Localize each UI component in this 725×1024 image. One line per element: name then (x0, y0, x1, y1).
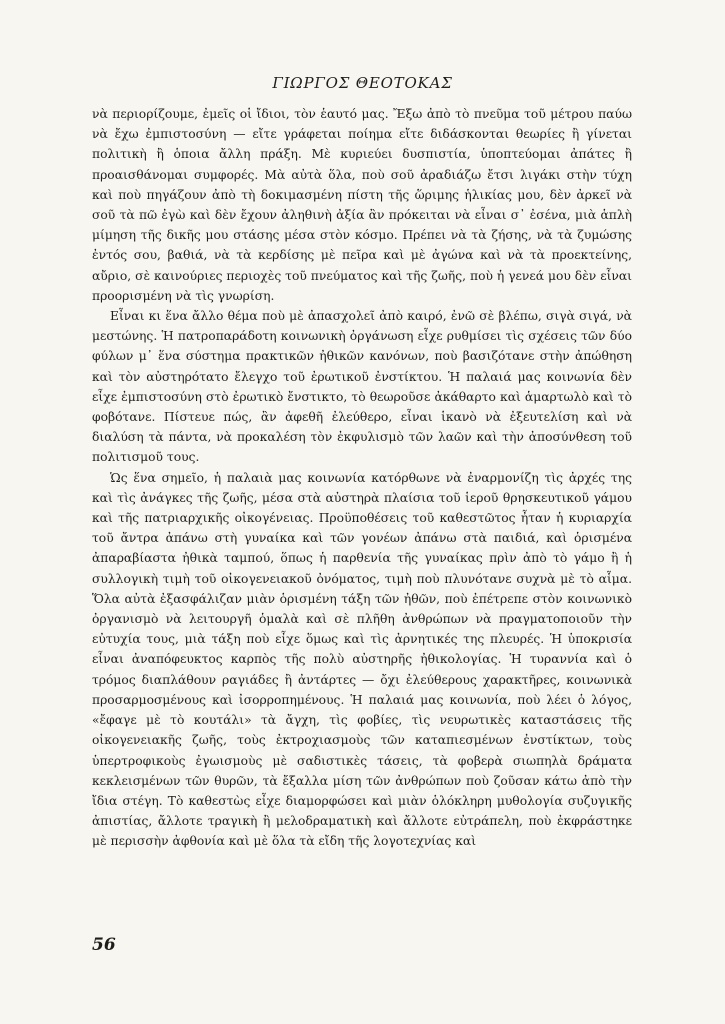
page-number: 56 (92, 935, 116, 955)
running-head: ΓΙΩΡΓΟΣ ΘΕΟΤΟΚΑΣ (272, 74, 453, 92)
paragraph-1: νὰ περιορίζουμε, ἐμεῖς οἱ ἴδιοι, τὸν ἑαυτό μας. Ἔξω ἀπὸ τὸ πνεῦμα τοῦ μέτρου παύω νὰ ἔχω ἐμπιστοσύνη — εἴτε γράφεται ποίημα εἴτε διδάσκονται θεωρίες ἢ γίνεται πολιτικὴ ἢ ὁποια ἄλλη πράξη. Μὲ κυριεύει δυσπιστία, ὑποπτεύομαι ἀπάτες ἢ προαισθάνομαι συμφορές. Μὰ αὐτὰ ὅλα, ποὺ σοῦ ἀραδιάζω ἔτσι λιγάκι στὴν τύχη καὶ ποὺ πηγάζουν ἀπὸ τὴ δοκιμασμένη πίστη τῆς ὥριμης ἡλικίας μου, δὲν ἀρκεῖ νὰ σοῦ τὰ πῶ ἐγὼ καὶ δὲν ἔχουν ἀληθινὴ ἀξία ἂν πρόκειται νὰ εἶναι σ᾽ ἐσένα, μιὰ ἁπλὴ μίμηση τῆς δικῆς μου στάσης μέσα στὸν κόσμο. Πρέπει νὰ τὰ ζήσης, νὰ τὰ ζυμώσης ἐντός σου, βαθιά, νὰ τὰ κερδίσης μὲ πεῖρα καὶ μὲ ἀγώνα καὶ νὰ τὰ προεκτείνης, αὔριο, σὲ καινούριες περιοχὲς τοῦ πνεύματος καὶ τῆς ζωῆς, ποὺ ἡ γενεά μου δὲν εἶναι προορισμένη νὰ τὶς γνωρίση. (92, 107, 632, 303)
paragraph-2: Εἶναι κι ἕνα ἄλλο θέμα ποὺ μὲ ἀπασχολεῖ ἀπὸ καιρό, ἐνῶ σὲ βλέπω, σιγὰ σιγά, νὰ μεστώνης. Ἡ πατροπαράδοτη κοινωνικὴ ὀργάνωση εἶχε ρυθμίσει τὶς σχέσεις τῶν δύο φύλων μ᾽ ἕνα σύστημα πρακτικῶν ἠθικῶν κανόνων, ποὺ βασιζότανε στὴν ἀπώθηση καὶ τὸν αὐστηρότατο ἔλεγχο τοῦ ἐρωτικοῦ ἐνστίκτου. Ἡ παλαιά μας κοινωνία δὲν εἶχε ἐμπιστοσύνη στὸ ἐρωτικὸ ἔνστικτο, τὸ θεωροῦσε ἀκάθαρτο καὶ ἁμαρτωλὸ καὶ τὸ φοβότανε. Πίστευε πώς, ἂν ἀφεθῆ ἐλεύθερο, εἶναι ἱκανὸ νὰ ἐξευτελίση καὶ νὰ διαλύση τὰ πάντα, νὰ προκαλέση τὸν ἐκφυλισμὸ τῶν λαῶν καὶ τὴν ἀποσύνθεση τοῦ πολιτισμοῦ τους. (92, 309, 632, 465)
paragraph-3: Ὡς ἕνα σημεῖο, ἡ παλαιὰ μας κοινωνία κατόρθωνε νὰ ἐναρμονίζη τὶς ἀρχές της καὶ τὶς ἀνάγκες τῆς ζωῆς, μέσα στὰ αὐστηρὰ πλαίσια τοῦ ἱεροῦ θρησκευτικοῦ γάμου καὶ τῆς πατριαρχικῆς οἰκογένειας. Προϋποθέσεις τοῦ καθεστῶτος ἦταν ἡ κυριαρχία τοῦ ἄντρα ἀπάνω στὴ γυναίκα καὶ τῶν γονέων ἀπάνω στὰ παιδιά, καὶ ὁρισμένα ἀπαραβίαστα ἠθικὰ ταμπού, ὅπως ἡ παρθενία τῆς γυναίκας πρὶν ἀπὸ τὸ γάμο ἢ ἡ συλλογικὴ τιμὴ τοῦ οἰκογενειακοῦ ὀνόματος, τιμὴ ποὺ πλυνότανε συχνὰ μὲ τὸ αἷμα. Ὅλα αὐτὰ ἐξασφάλιζαν μιὰν ὁρισμένη τάξη τῶν ἠθῶν, ποὺ ἐπέτρεπε στὸν κοινωνικὸ ὀργανισμὸ νὰ λειτουργῆ ὁμαλὰ καὶ σὲ πλῆθη ἀνθρώπων νὰ πραγματοποιοῦν τὴν εὐτυχία τους, μιὰ τάξη ποὺ εἶχε ὅμως καὶ τὶς ἀρνητικές της πλευρές. Ἡ ὑποκρισία εἶναι ἀναπόφευκτος καρπὸς τῆς πολὺ αὐστηρῆς ἠθικολογίας. Ἡ τυραννία καὶ ὁ τρόμος διαπλάθουν ραγιάδες ἢ ἀντάρτες — ὄχι ἐλεύθερους χαρακτῆρες, κοινωνικὰ προσαρμοσμένους καὶ ἰσορροπημένους. Ἡ παλαιά μας κοινωνία, ποὺ λέει ὁ λόγος, «ἔφαγε μὲ τὸ κουτάλι» τὰ ἄγχη, τὶς φοβίες, τὶς νευρωτικὲς καταστάσεις τῆς οἰκογενειακῆς ζωῆς, τοὺς ἐκτροχιασμοὺς τῶν καταπιεσμένων ἐνστίκτων, τοὺς ὑπερτροφικοὺς ἐγωισμοὺς μὲ σαδιστικὲς τάσεις, τὰ φοβερὰ σιωπηλὰ δράματα κεκλεισμένων τῶν θυρῶν, τὰ ἔξαλλα μίση τῶν ἀνθρώπων ποὺ ζοῦσαν κάτω ἀπὸ τὴν ἴδια στέγη. Τὸ καθεστὼς εἶχε διαμορφώσει καὶ μιὰν ὁλόκληρη μυθολογία συζυγικῆς ἀπιστίας, ἄλλοτε τραγικὴ ἢ μελοδραματικὴ καὶ ἄλλοτε εὐτράπελη, ποὺ ἐκφράστηκε μὲ περισσὴν ἀφθονία καὶ μὲ ὅλα τὰ εἴδη τῆς λογοτεχνίας καὶ (92, 470, 632, 849)
body-text (92, 104, 632, 852)
